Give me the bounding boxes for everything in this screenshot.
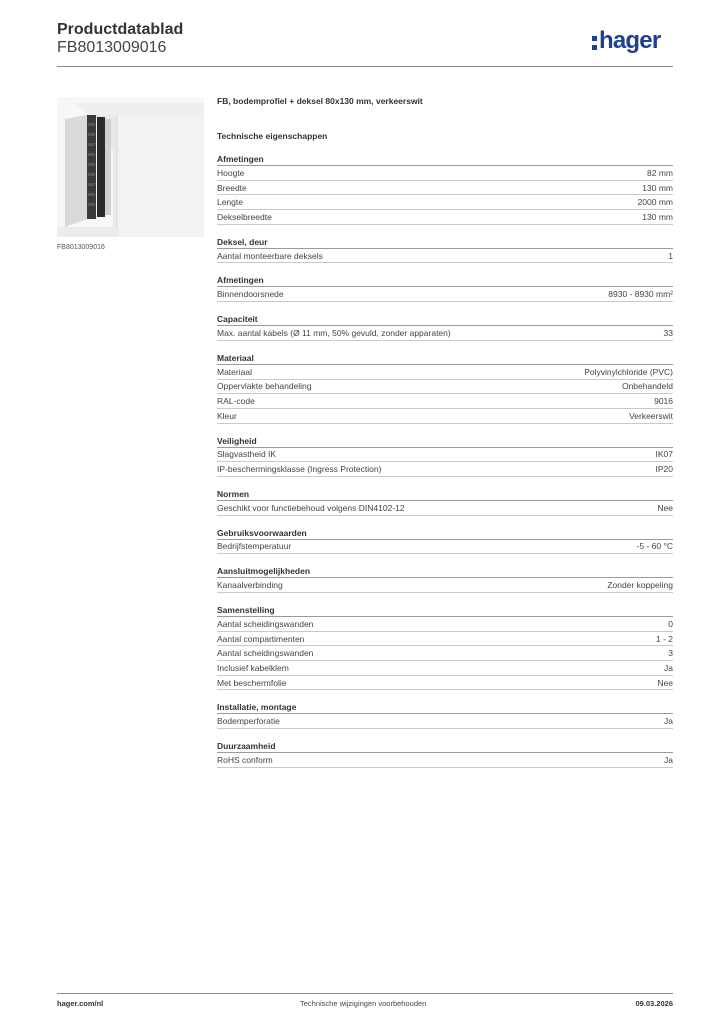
property-value: IP20 [655, 464, 673, 475]
property-value: Verkeerswit [629, 410, 673, 421]
property-label: Inclusief kabelklem [217, 662, 289, 673]
property-row [217, 501, 673, 516]
property-label: Bodemperforatie [217, 716, 280, 727]
property-label: Kleur [217, 410, 237, 421]
property-value: 130 mm [642, 182, 673, 193]
property-row [217, 753, 673, 768]
property-value: Ja [664, 662, 673, 673]
property-label: Aantal scheidingswanden [217, 648, 314, 659]
property-label: RAL-code [217, 396, 255, 407]
property-value: Ja [664, 754, 673, 765]
page-title: Productdatablad [57, 21, 184, 38]
property-value: 1 - 2 [655, 633, 673, 644]
property-row [217, 448, 673, 463]
property-label: Hoogte [217, 167, 245, 178]
footer-divider [57, 993, 673, 994]
property-label: RoHS conform [217, 754, 273, 765]
product-image [57, 89, 204, 237]
property-value: Polyvinylchloride (PVC) [584, 366, 673, 377]
property-label: Breedte [217, 182, 247, 193]
property-row [217, 661, 673, 676]
image-caption: FB8013009016 [57, 244, 105, 251]
property-group [217, 488, 673, 516]
group-title: Materiaal [217, 352, 673, 365]
property-group [217, 740, 673, 768]
group-title: Normen [217, 488, 673, 501]
property-value: 0 [668, 618, 673, 629]
property-label: Lengte [217, 197, 243, 208]
property-label: Max. aantal kabels (Ø 11 mm, 50% gevuld, zonder apparaten) [217, 327, 451, 338]
property-label: Dekselbreedte [217, 211, 272, 222]
property-group [217, 604, 673, 690]
footer-disclaimer: Technische wijzigingen voorbehouden [300, 999, 427, 1008]
group-title: Afmetingen [217, 153, 673, 166]
property-label: Met beschermfolie [217, 677, 287, 688]
property-row [217, 462, 673, 477]
property-row [217, 632, 673, 647]
property-row [217, 166, 673, 181]
property-group [217, 274, 673, 302]
product-description: FB, bodemprofiel + deksel 80x130 mm, verkeerswit [217, 96, 423, 106]
property-label: Oppervlakte behandeling [217, 381, 312, 392]
property-value: Nee [657, 502, 673, 513]
property-group [217, 565, 673, 593]
property-label: IP-beschermingsklasse (Ingress Protection) [217, 464, 382, 475]
group-title: Duurzaamheid [217, 740, 673, 753]
property-value: Nee [657, 677, 673, 688]
property-value: IK07 [655, 449, 673, 460]
property-row [217, 617, 673, 632]
property-value: 3 [668, 648, 673, 659]
property-label: Binnendoorsnede [217, 289, 284, 300]
property-row [217, 578, 673, 593]
logo-text: hager [599, 27, 661, 54]
property-group [217, 527, 673, 555]
property-group [217, 701, 673, 729]
properties-table [217, 153, 673, 779]
property-value: 33 [663, 327, 673, 338]
property-row [217, 365, 673, 380]
property-row [217, 714, 673, 729]
group-title: Afmetingen [217, 274, 673, 287]
header-divider [57, 66, 673, 67]
logo-dots [592, 36, 597, 50]
property-label: Geschikt voor functiebehoud volgens DIN4102-12 [217, 502, 405, 513]
property-group [217, 435, 673, 477]
property-row [217, 249, 673, 264]
property-value: Zonder koppeling [607, 580, 673, 591]
group-title: Installatie, montage [217, 701, 673, 714]
property-group [217, 313, 673, 341]
property-row [217, 394, 673, 409]
property-label: Kanaalverbinding [217, 580, 283, 591]
property-value: 2000 mm [637, 197, 673, 208]
property-row [217, 676, 673, 691]
property-row [217, 195, 673, 210]
property-value: Ja [664, 716, 673, 727]
property-row [217, 646, 673, 661]
group-title: Samenstelling [217, 604, 673, 617]
footer-website[interactable]: hager.com/nl [57, 999, 104, 1008]
property-row [217, 380, 673, 395]
group-title: Deksel, deur [217, 236, 673, 249]
property-row [217, 540, 673, 555]
section-title: Technische eigenschappen [217, 131, 328, 141]
property-label: Slagvastheid IK [217, 449, 277, 460]
property-group [217, 236, 673, 264]
property-row [217, 210, 673, 225]
property-row [217, 287, 673, 302]
group-title: Gebruiksvoorwaarden [217, 527, 673, 540]
property-row [217, 409, 673, 424]
property-value: 9016 [654, 396, 673, 407]
property-value: -5 - 60 °C [636, 541, 673, 552]
footer-date: 09.03.2026 [635, 999, 673, 1008]
group-title: Aansluitmogelijkheden [217, 565, 673, 578]
property-value: 82 mm [647, 167, 673, 178]
property-label: Materiaal [217, 366, 252, 377]
property-row [217, 181, 673, 196]
group-title: Capaciteit [217, 313, 673, 326]
product-code: FB8013009016 [57, 39, 167, 56]
property-label: Aantal scheidingswanden [217, 618, 314, 629]
property-label: Bedrijfstemperatuur [217, 541, 292, 552]
property-value: Onbehandeld [621, 381, 673, 392]
hager-logo [592, 26, 674, 58]
property-group [217, 153, 673, 225]
group-title: Veiligheid [217, 435, 673, 448]
property-label: Aantal compartimenten [217, 633, 305, 644]
property-value: 8930 - 8930 mm² [608, 289, 673, 300]
property-value: 130 mm [642, 211, 673, 222]
property-value: 1 [668, 250, 673, 261]
property-row [217, 326, 673, 341]
property-group [217, 352, 673, 424]
property-label: Aantal monteerbare deksels [217, 250, 323, 261]
